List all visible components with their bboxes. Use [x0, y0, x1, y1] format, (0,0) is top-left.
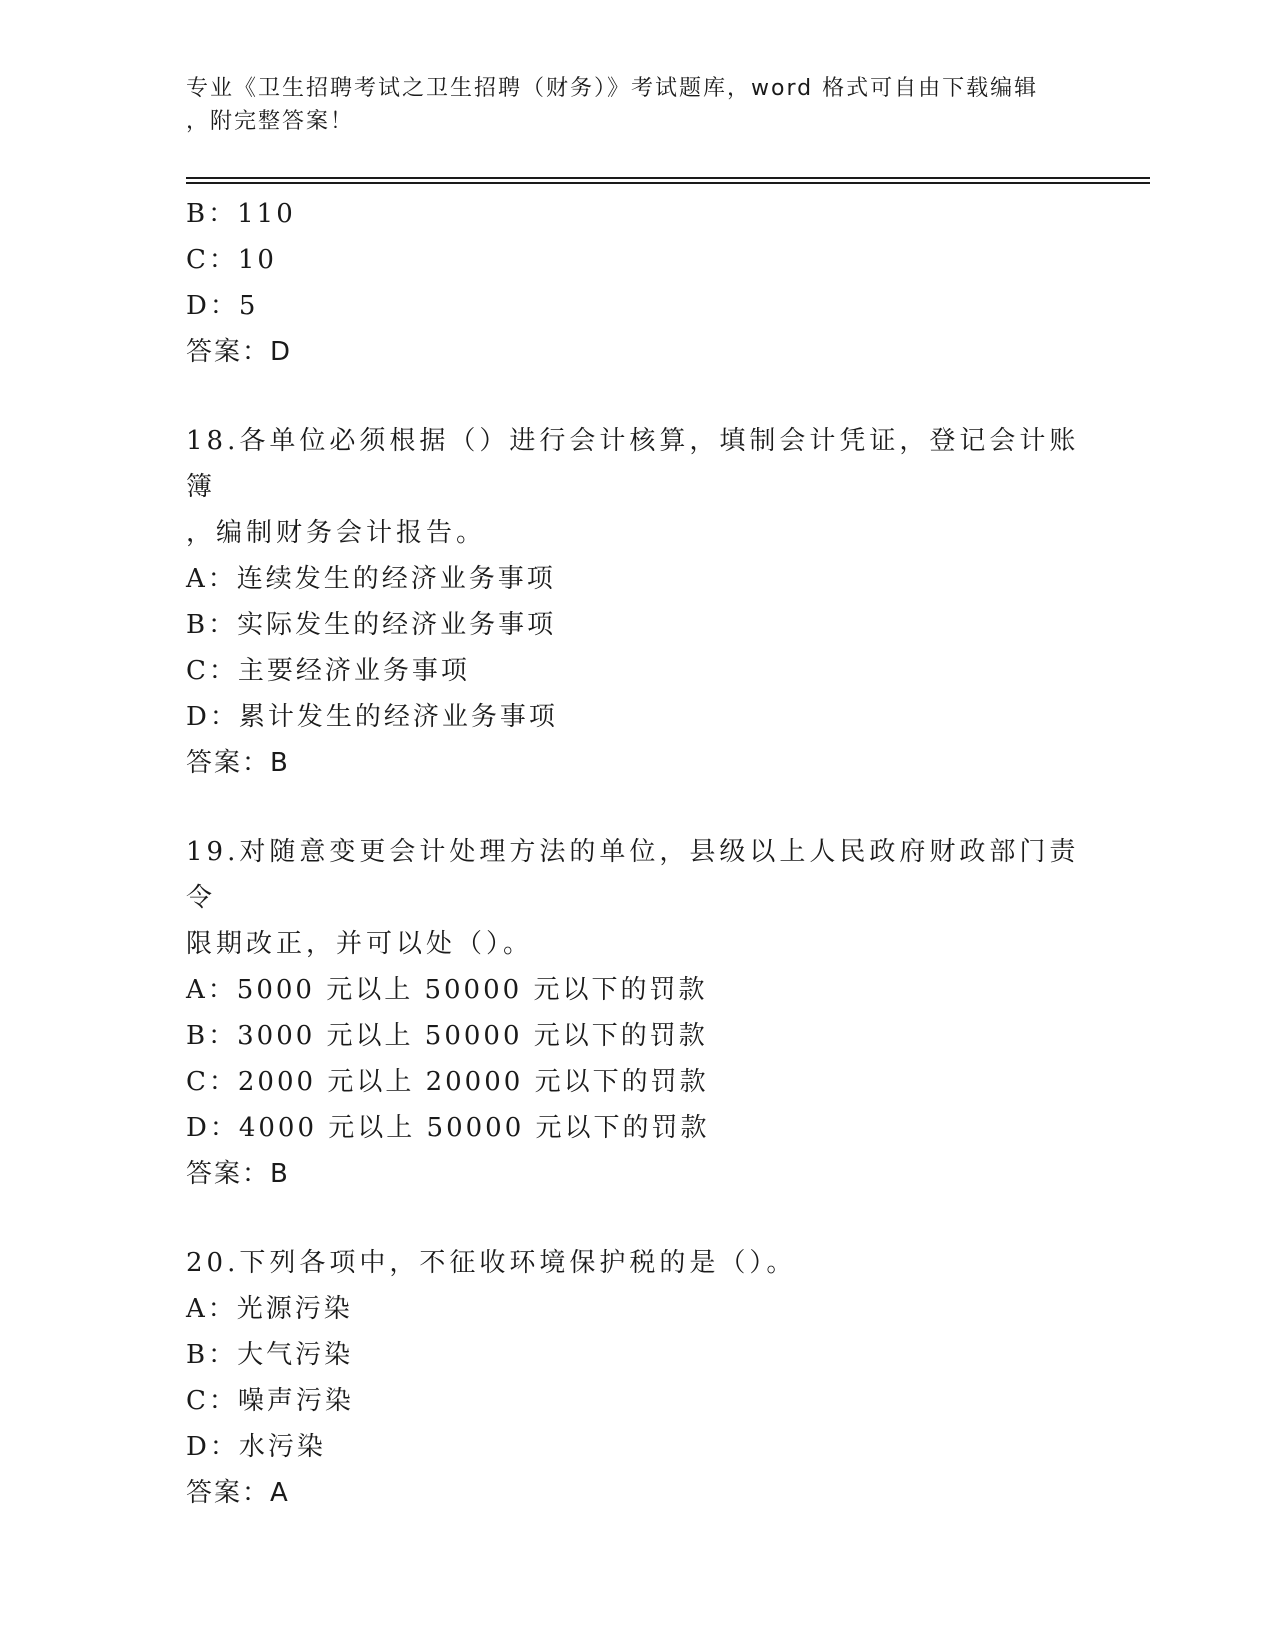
option-b: B：3000 元以上 50000 元以下的罚款	[186, 1021, 708, 1051]
header-divider-bottom	[186, 182, 1150, 184]
question-18	[186, 418, 1086, 786]
option-d: D：4000 元以上 50000 元以下的罚款	[186, 1113, 710, 1143]
option-b: B：110	[186, 199, 296, 229]
question-stem-line-1: 19.对随意变更会计处理方法的单位，县级以上人民政府财政部门责令	[186, 837, 1080, 913]
answer: 答案：B	[186, 1159, 290, 1189]
option-a: A：连续发生的经济业务事项	[186, 564, 556, 594]
option-d: D：累计发生的经济业务事项	[186, 702, 558, 732]
spacer	[186, 375, 1086, 418]
header-divider-top	[186, 177, 1150, 179]
answer: 答案：D	[186, 337, 293, 367]
question-19	[186, 829, 1086, 1197]
answer: 答案：A	[186, 1478, 290, 1508]
question-stem-line-2: ，编制财务会计报告。	[186, 518, 487, 548]
option-a: A：5000 元以上 50000 元以下的罚款	[186, 975, 708, 1005]
spacer	[186, 1197, 1086, 1240]
spacer	[186, 786, 1086, 829]
option-c: C：主要经济业务事项	[186, 656, 470, 686]
answer: 答案：B	[186, 748, 290, 778]
question-list	[186, 191, 1086, 1516]
question-stem-line-1: 18.各单位必须根据（）进行会计核算，填制会计凭证，登记会计账簿	[186, 426, 1080, 502]
option-b: B：实际发生的经济业务事项	[186, 610, 557, 640]
option-d: D：5	[186, 291, 259, 321]
option-a: A：光源污染	[186, 1294, 353, 1324]
header-line-1: 专业《卫生招聘考试之卫生招聘（财务）》考试题库，word 格式可自由下载编辑	[186, 76, 1039, 101]
option-d: D：水污染	[186, 1432, 326, 1462]
option-b: B：大气污染	[186, 1340, 354, 1370]
header-line-2: ，附完整答案！	[186, 109, 355, 134]
option-c: C：10	[186, 245, 277, 275]
question-17	[186, 191, 1086, 375]
document-header	[186, 72, 1066, 138]
question-stem-line-2: 限期改正，并可以处（）。	[186, 929, 534, 959]
question-stem: 20.下列各项中，不征收环境保护税的是（）。	[186, 1248, 797, 1278]
option-c: C：噪声污染	[186, 1386, 354, 1416]
question-20	[186, 1240, 1086, 1516]
option-c: C：2000 元以上 20000 元以下的罚款	[186, 1067, 709, 1097]
